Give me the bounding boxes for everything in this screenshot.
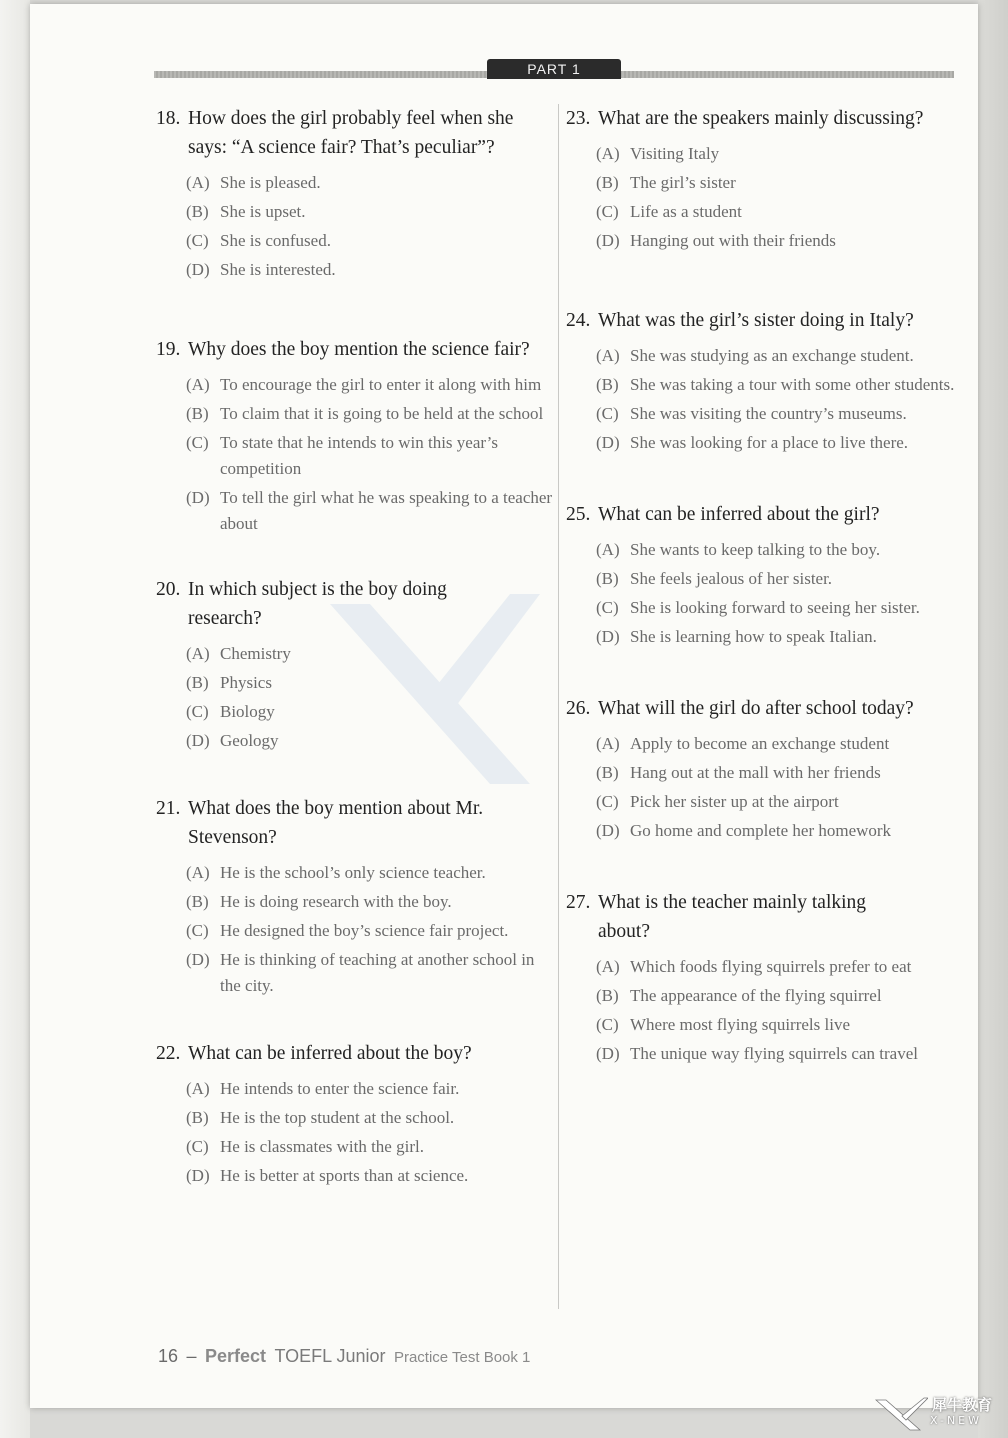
option-text: Which foods flying squirrels prefer to eat (630, 957, 912, 976)
answer-option[interactable] (186, 641, 556, 667)
option-letter: (B) (596, 173, 619, 192)
answer-option[interactable] (596, 199, 966, 225)
question-stem (156, 104, 556, 162)
option-letter: (D) (596, 627, 620, 646)
option-letter: (A) (596, 734, 620, 753)
answer-option[interactable] (186, 1105, 556, 1131)
question-22 (156, 1039, 556, 1189)
option-letter: (A) (596, 540, 620, 559)
option-text: He is classmates with the girl. (220, 1137, 424, 1156)
answer-option[interactable] (186, 1163, 556, 1189)
question-number: 25. (566, 504, 591, 525)
answer-option[interactable] (596, 595, 966, 621)
answer-option[interactable] (186, 228, 556, 254)
question-text: What was the girl’s sister doing in Italy? (598, 310, 914, 331)
question-25 (566, 500, 966, 650)
answer-option[interactable] (186, 728, 556, 754)
answer-options (186, 372, 556, 537)
option-text: She feels jealous of her sister. (630, 569, 833, 588)
answer-options (186, 170, 556, 283)
question-text: What does the boy mention about Mr. Stevenson? (188, 798, 484, 848)
option-letter: (B) (596, 763, 619, 782)
option-text: She was studying as an exchange student. (630, 346, 914, 365)
corner-watermark (870, 1392, 1000, 1436)
question-27 (566, 888, 966, 1067)
option-text: Hang out at the mall with her friends (630, 763, 881, 782)
answer-options (596, 954, 966, 1067)
option-text: To state that he intends to win this year’s competition (220, 433, 499, 478)
option-text: She is confused. (220, 231, 331, 250)
option-text: Biology (220, 702, 275, 721)
option-letter: (A) (186, 375, 210, 394)
footer-brand-bold: Perfect (204, 1346, 266, 1366)
answer-option[interactable] (596, 983, 966, 1009)
question-stem (156, 335, 556, 364)
question-stem (566, 888, 966, 946)
answer-option[interactable] (596, 789, 966, 815)
answer-option[interactable] (596, 624, 966, 650)
question-stem (566, 500, 966, 529)
option-letter: (C) (596, 598, 619, 617)
answer-option[interactable] (186, 670, 556, 696)
option-letter: (B) (186, 673, 209, 692)
option-text: He designed the boy’s science fair project. (220, 921, 509, 940)
option-letter: (A) (186, 173, 210, 192)
question-number: 22. (156, 1043, 181, 1064)
question-23 (566, 104, 966, 254)
footer-dash: – (186, 1346, 197, 1366)
option-text: The appearance of the flying squirrel (630, 986, 882, 1005)
answer-option[interactable] (186, 170, 556, 196)
question-text: What can be inferred about the boy? (188, 1043, 472, 1064)
option-letter: (C) (186, 433, 209, 452)
option-text: She is upset. (220, 202, 306, 221)
option-text: Where most flying squirrels live (630, 1015, 851, 1034)
option-text: Go home and complete her homework (630, 821, 892, 840)
answer-option[interactable] (186, 401, 556, 427)
option-text: He is thinking of teaching at another school in the city. (220, 950, 535, 995)
watermark-cn-text: 犀牛教育 (932, 1396, 993, 1414)
answer-option[interactable] (186, 889, 556, 915)
page-left-edge (0, 0, 30, 1438)
answer-option[interactable] (186, 257, 556, 283)
option-text: She is interested. (220, 260, 336, 279)
answer-option[interactable] (186, 947, 556, 999)
answer-option[interactable] (596, 343, 966, 369)
answer-option[interactable] (596, 1041, 966, 1067)
question-stem (566, 694, 966, 723)
option-text: Apply to become an exchange student (630, 734, 890, 753)
answer-option[interactable] (186, 699, 556, 725)
option-letter: (A) (596, 957, 620, 976)
answer-option[interactable] (186, 918, 556, 944)
question-26 (566, 694, 966, 844)
question-stem (566, 306, 966, 335)
question-stem (156, 1039, 556, 1068)
question-number: 19. (156, 339, 181, 360)
answer-options (186, 1076, 556, 1189)
option-text: Physics (220, 673, 272, 692)
option-text: Hanging out with their friends (630, 231, 836, 250)
option-letter: (D) (186, 488, 210, 507)
option-letter: (A) (186, 1079, 210, 1098)
question-text: What is the teacher mainly talking about? (598, 892, 867, 942)
watermark-en-text: X-NEW (930, 1414, 983, 1427)
question-text: How does the girl probably feel when she says: “A science fair? That’s peculiar”? (188, 108, 514, 158)
option-text: Pick her sister up at the airport (630, 792, 839, 811)
answer-option[interactable] (186, 199, 556, 225)
answer-option[interactable] (186, 372, 556, 398)
option-letter: (C) (596, 202, 619, 221)
option-letter: (D) (186, 731, 210, 750)
answer-option[interactable] (596, 430, 966, 456)
option-letter: (B) (186, 892, 209, 911)
option-letter: (D) (186, 1166, 210, 1185)
option-letter: (A) (596, 346, 620, 365)
answer-option[interactable] (596, 1012, 966, 1038)
option-letter: (B) (596, 986, 619, 1005)
answer-options (186, 860, 556, 999)
option-text: Life as a student (630, 202, 742, 221)
option-letter: (C) (596, 404, 619, 423)
option-text: She wants to keep talking to the boy. (630, 540, 881, 559)
option-text: He is better at sports than at science. (220, 1166, 469, 1185)
question-text: Why does the boy mention the science fair? (188, 339, 530, 360)
question-number: 20. (156, 579, 181, 600)
option-letter: (A) (186, 644, 210, 663)
option-letter: (B) (596, 375, 619, 394)
answer-option[interactable] (186, 860, 556, 886)
option-letter: (D) (596, 821, 620, 840)
option-text: Visiting Italy (630, 144, 720, 163)
answer-option[interactable] (596, 537, 966, 563)
option-text: She is pleased. (220, 173, 321, 192)
answer-option[interactable] (596, 731, 966, 757)
question-stem (156, 794, 556, 852)
question-24 (566, 306, 966, 456)
answer-option[interactable] (186, 1076, 556, 1102)
left-column (156, 104, 556, 1192)
option-text: To tell the girl what he was speaking to a teacher about (220, 488, 553, 533)
option-letter: (B) (186, 1108, 209, 1127)
question-text: What are the speakers mainly discussing? (598, 108, 924, 129)
answer-option[interactable] (596, 760, 966, 786)
option-text: He intends to enter the science fair. (220, 1079, 460, 1098)
option-letter: (C) (186, 1137, 209, 1156)
option-text: To claim that it is going to be held at the school (220, 404, 544, 423)
option-letter: (C) (186, 702, 209, 721)
question-stem (156, 575, 556, 633)
answer-options (596, 537, 966, 650)
x-new-logo-icon (870, 1396, 928, 1432)
answer-option[interactable] (596, 372, 966, 398)
part-label: PART 1 (487, 59, 621, 79)
option-letter: (C) (186, 231, 209, 250)
question-21 (156, 794, 556, 999)
answer-option[interactable] (596, 228, 966, 254)
answer-options (596, 343, 966, 456)
option-text: To encourage the girl to enter it along with him (220, 375, 542, 394)
option-letter: (B) (186, 404, 209, 423)
question-18 (156, 104, 556, 283)
question-text: What can be inferred about the girl? (598, 504, 880, 525)
option-text: She was looking for a place to live there. (630, 433, 909, 452)
answer-option[interactable] (186, 430, 556, 482)
question-number: 21. (156, 798, 181, 819)
option-letter: (B) (596, 569, 619, 588)
option-text: He is the top student at the school. (220, 1108, 455, 1127)
answer-option[interactable] (596, 401, 966, 427)
option-text: He is the school’s only science teacher. (220, 863, 486, 882)
column-divider (558, 104, 559, 1309)
question-19 (156, 335, 556, 537)
right-column (566, 104, 966, 1070)
answer-option[interactable] (596, 954, 966, 980)
answer-option[interactable] (596, 566, 966, 592)
answer-options (596, 141, 966, 254)
option-letter: (C) (186, 921, 209, 940)
answer-options (186, 641, 556, 754)
option-text: She is looking forward to seeing her sister. (630, 598, 920, 617)
page-footer (158, 1346, 530, 1367)
option-letter: (D) (186, 950, 210, 969)
page-number: 16 (158, 1346, 179, 1366)
option-text: Chemistry (220, 644, 291, 663)
question-number: 27. (566, 892, 591, 913)
option-letter: (D) (596, 433, 620, 452)
option-letter: (C) (596, 1015, 619, 1034)
answer-options (596, 731, 966, 844)
question-text: In which subject is the boy doing research? (188, 579, 447, 629)
answer-option[interactable] (596, 818, 966, 844)
page-right-edge (978, 0, 1008, 1438)
option-letter: (C) (596, 792, 619, 811)
question-text: What will the girl do after school today? (598, 698, 914, 719)
option-text: She was taking a tour with some other students. (630, 375, 955, 394)
question-stem (566, 104, 966, 133)
answer-option[interactable] (596, 170, 966, 196)
question-20 (156, 575, 556, 754)
option-letter: (A) (596, 144, 620, 163)
question-number: 26. (566, 698, 591, 719)
option-letter: (D) (186, 260, 210, 279)
option-text: The girl’s sister (630, 173, 736, 192)
option-text: She is learning how to speak Italian. (630, 627, 877, 646)
answer-option[interactable] (186, 1134, 556, 1160)
footer-brand-name: TOEFL Junior (274, 1346, 386, 1366)
footer-book-title: Practice Test Book 1 (393, 1349, 531, 1366)
question-number: 24. (566, 310, 591, 331)
option-letter: (A) (186, 863, 210, 882)
option-letter: (D) (596, 231, 620, 250)
option-letter: (D) (596, 1044, 620, 1063)
option-text: The unique way flying squirrels can travel (630, 1044, 918, 1063)
question-number: 18. (156, 108, 181, 129)
option-text: He is doing research with the boy. (220, 892, 452, 911)
question-number: 23. (566, 108, 591, 129)
document-page (30, 4, 978, 1408)
option-text: Geology (220, 731, 279, 750)
answer-option[interactable] (186, 485, 556, 537)
answer-option[interactable] (596, 141, 966, 167)
option-text: She was visiting the country’s museums. (630, 404, 907, 423)
option-letter: (B) (186, 202, 209, 221)
